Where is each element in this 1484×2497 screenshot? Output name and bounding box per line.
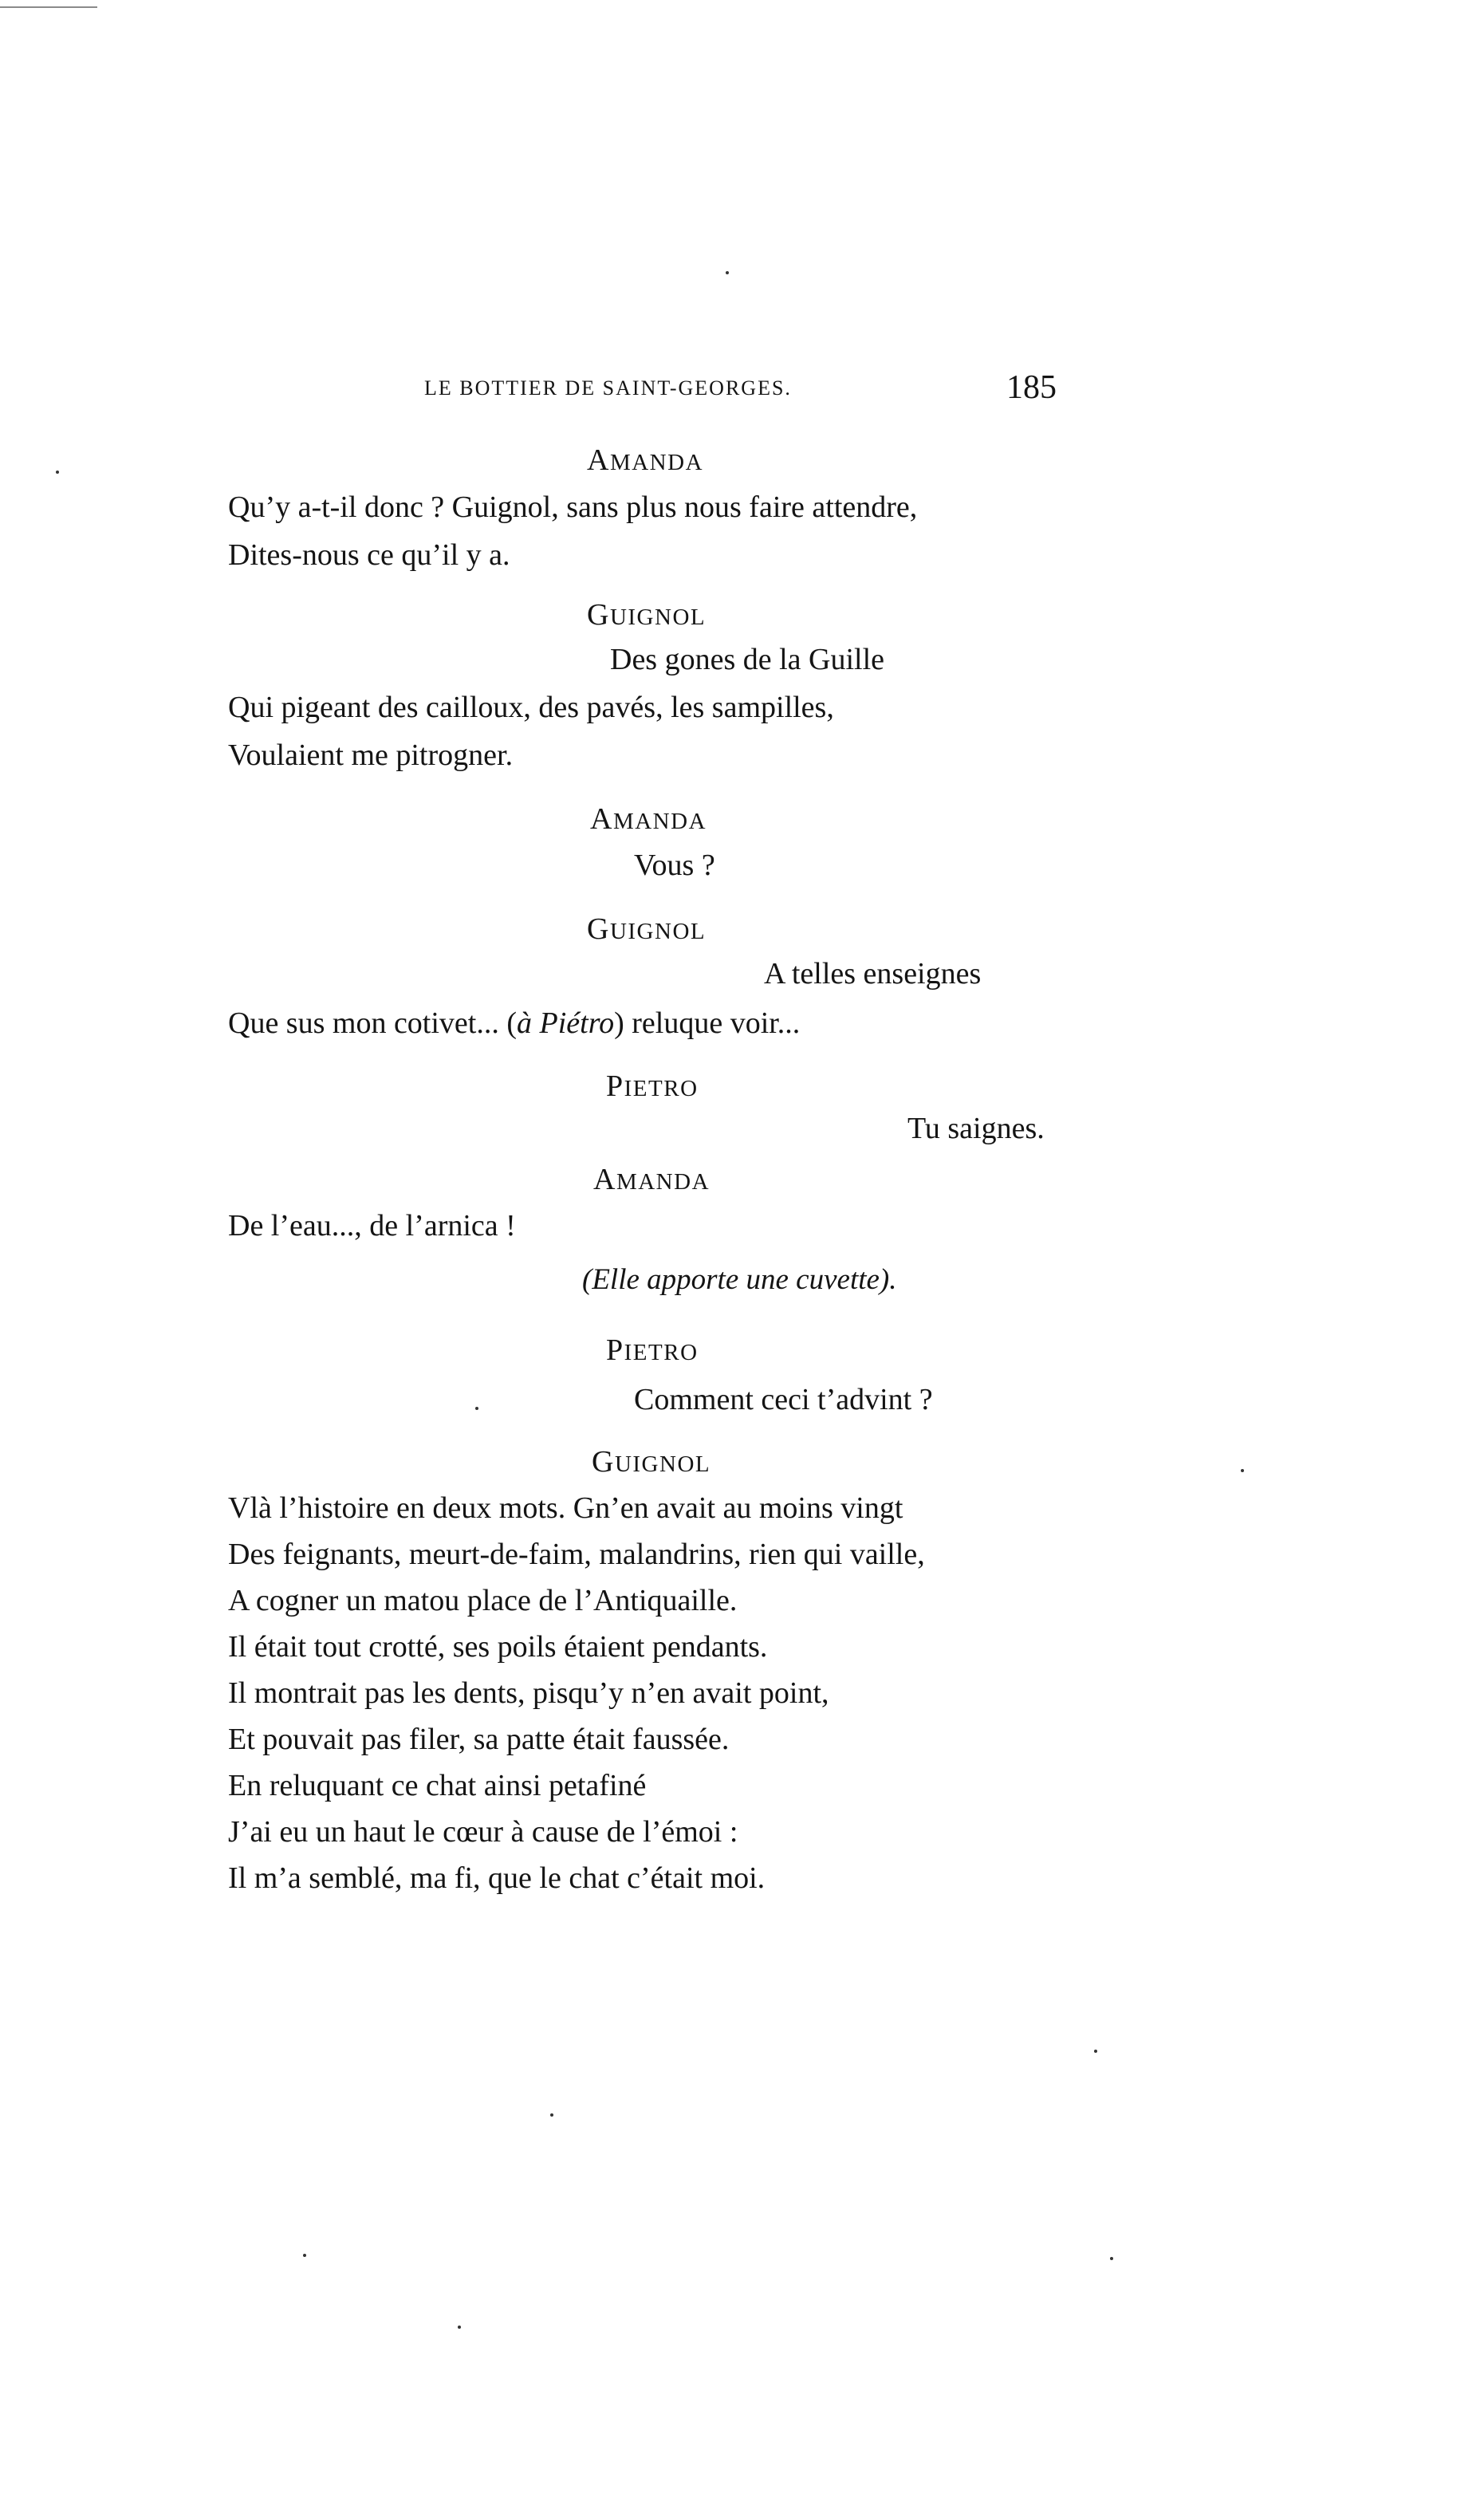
stage-aside: à Piétro <box>517 1006 615 1040</box>
speaker-pietro: PIETRO <box>606 1333 699 1367</box>
running-title: LE BOTTIER DE SAINT-GEORGES. <box>424 376 792 400</box>
verse-line: A cogner un matou place de l’Antiquaille. <box>228 1584 738 1617</box>
page-number: 185 <box>1006 369 1057 406</box>
verse-line: Il montrait pas les dents, pisqu’y n’en avait point, <box>228 1676 829 1710</box>
scan-speck <box>1110 2257 1113 2260</box>
verse-line: Comment ceci t’advint ? <box>634 1383 933 1416</box>
verse-text: ) reluque voir... <box>614 1006 801 1040</box>
scan-speck <box>475 1407 478 1410</box>
speaker-amanda: AMANDA <box>590 802 707 836</box>
stage-direction: (Elle apporte une cuvette). <box>582 1263 897 1296</box>
speaker-guignol: GUIGNOL <box>587 912 707 946</box>
verse-line <box>228 1008 800 1038</box>
scan-speck <box>458 2326 461 2329</box>
verse-line: Vous ? <box>634 849 715 882</box>
scan-speck <box>550 2113 553 2117</box>
verse-text: Que sus mon cotivet... ( <box>228 1006 518 1040</box>
verse-line: Des feignants, meurt-de-faim, malandrins, rien qui vaille, <box>228 1538 925 1571</box>
verse-line: A telles enseignes <box>764 957 982 991</box>
verse-line: Et pouvait pas filer, sa patte était faussée. <box>228 1723 730 1756</box>
speaker-guignol: GUIGNOL <box>587 598 707 632</box>
verse-line: Qu’y a-t-il donc ? Guignol, sans plus nous faire attendre, <box>228 490 918 524</box>
verse-line: Vlà l’histoire en deux mots. Gn’en avait au moins vingt <box>228 1491 903 1525</box>
scan-speck <box>56 471 59 474</box>
verse-line: Qui pigeant des cailloux, des pavés, les sampilles, <box>228 691 834 724</box>
verse-line: Tu saignes. <box>907 1112 1045 1145</box>
speaker-amanda: AMANDA <box>587 443 704 477</box>
verse-line: De l’eau..., de l’arnica ! <box>228 1209 516 1243</box>
speaker-guignol: GUIGNOL <box>592 1445 711 1479</box>
verse-line: Il m’a semblé, ma fi, que le chat c’était moi. <box>228 1861 766 1895</box>
speaker-amanda: AMANDA <box>593 1163 711 1196</box>
verse-line: En reluquant ce chat ainsi petafiné <box>228 1769 647 1802</box>
scan-speck <box>726 271 729 274</box>
verse-line: J’ai eu un haut le cœur à cause de l’émoi : <box>228 1815 738 1849</box>
verse-line: Dites-nous ce qu’il y a. <box>228 538 510 572</box>
verse-line: Il était tout crotté, ses poils étaient pendants. <box>228 1630 768 1664</box>
verse-line: Voulaient me pitrogner. <box>228 738 514 772</box>
scan-speck <box>303 2254 306 2257</box>
scan-speck <box>1094 2050 1097 2053</box>
speaker-pietro: PIETRO <box>606 1069 699 1103</box>
top-edge-rule <box>0 6 97 8</box>
verse-line: Des gones de la Guille <box>610 643 885 676</box>
scan-speck <box>1241 1469 1244 1472</box>
